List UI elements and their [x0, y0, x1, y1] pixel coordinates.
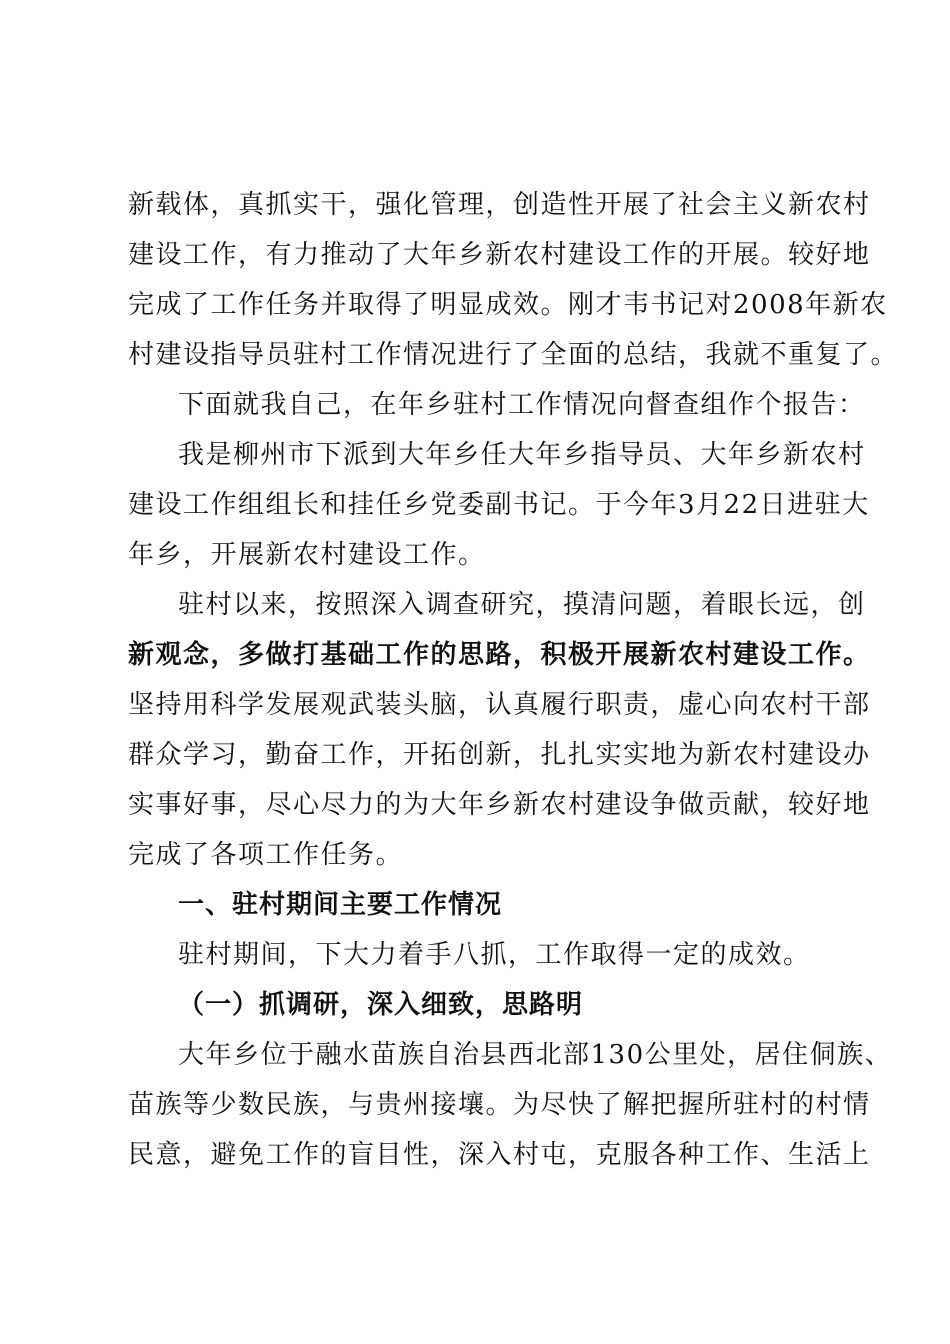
text-line-3: 完成了工作任务并取得了明显成效。刚才韦书记对2008年新农: [128, 290, 888, 320]
text-line-15: 驻村期间，下大力着手八抓，工作取得一定的成效。: [178, 940, 811, 970]
text-line-6: 我是柳州市下派到大年乡任大年乡指导员、大年乡新农村: [178, 440, 866, 470]
text-line-2: 建设工作，有力推动了大年乡新农村建设工作的开展。较好地: [128, 240, 871, 270]
text-line-7: 建设工作组组长和挂任乡党委副书记。于今年3月22日进驻大: [128, 490, 870, 520]
subsection-heading-1: （一）抓调研，深入细致，思路明: [178, 990, 584, 1020]
text-run-plain: 驻村以来，: [178, 590, 316, 620]
text-line-8: 年乡，开展新农村建设工作。: [128, 540, 486, 570]
text-line-9: [178, 589, 866, 621]
text-line-11: 坚持用科学发展观武装头脑，认真履行职责，虚心向农村干部: [128, 690, 871, 720]
text-line-12: 群众学习，勤奋工作，开拓创新，扎扎实实地为新农村建设办: [128, 740, 871, 770]
text-line-10: 新观念，多做打基础工作的思路，积极开展新农村建设工作。: [128, 640, 871, 670]
text-line-13: 实事好事，尽心尽力的为大年乡新农村建设争做贡献，较好地: [128, 790, 871, 820]
section-heading-1: 一、驻村期间主要工作情况: [178, 890, 503, 920]
text-line-18: 民意，避免工作的盲目性，深入村屯，克服各种工作、生活上: [128, 1140, 871, 1170]
text-line-4: 村建设指导员驻村工作情况进行了全面的总结，我就不重复了。: [128, 340, 899, 370]
text-run-bold: 按照深入调查研究，摸清问题，着眼长远，创: [315, 590, 866, 620]
text-line-14: 完成了各项工作任务。: [128, 840, 404, 870]
text-line-1: 新载体，真抓实干，强化管理，创造性开展了社会主义新农村: [128, 190, 871, 220]
text-line-17: 苗族等少数民族，与贵州接壤。为尽快了解把握所驻村的村情: [128, 1090, 871, 1120]
text-line-16: 大年乡位于融水苗族自治县西北部130公里处，居住侗族、: [178, 1040, 893, 1070]
text-line-5: 下面就我自己，在年乡驻村工作情况向督查组作个报告：: [178, 390, 866, 420]
